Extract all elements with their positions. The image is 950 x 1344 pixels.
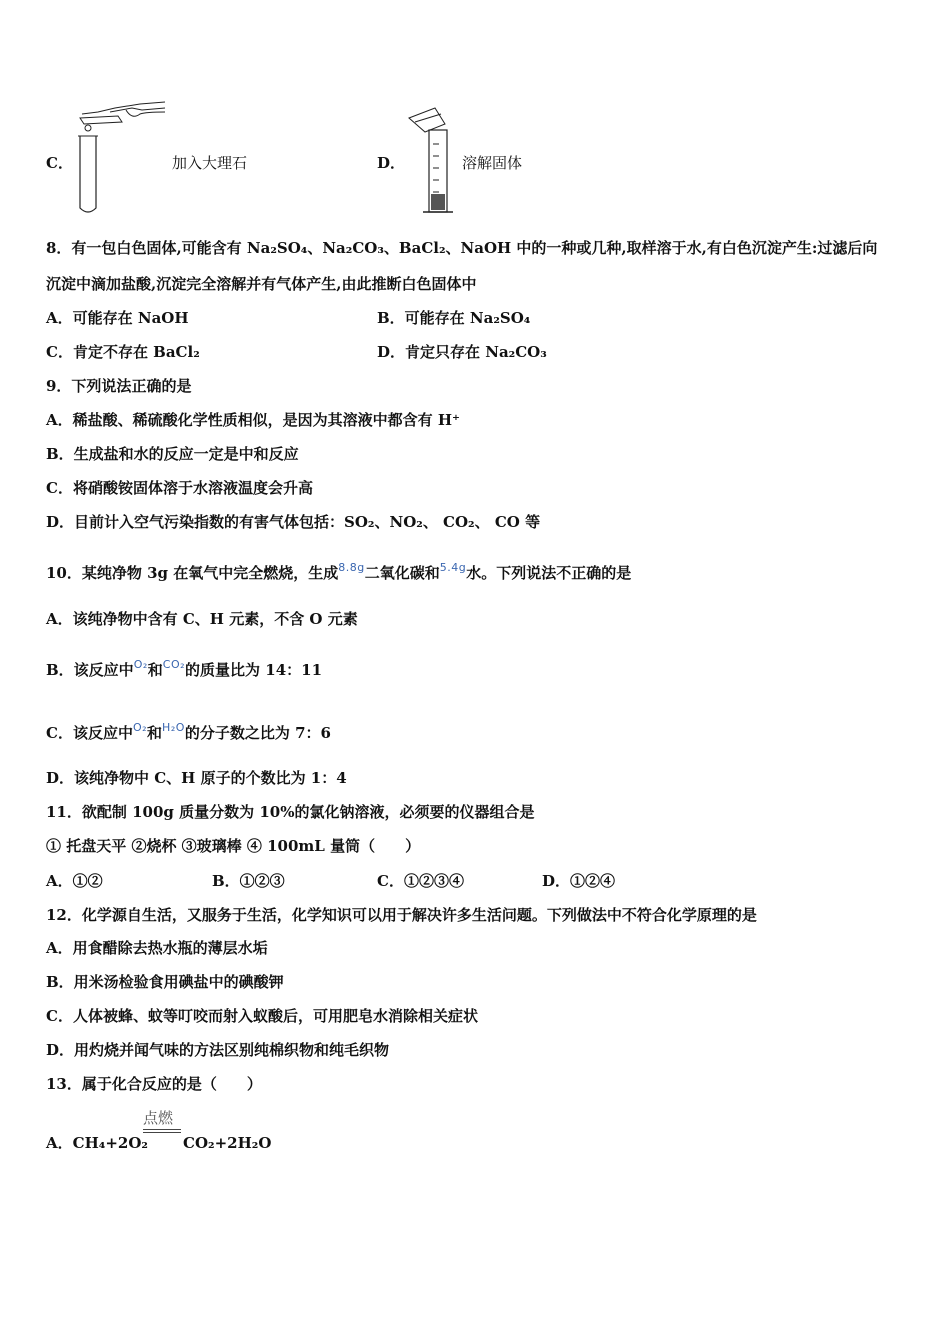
- q7-option-c-label: 加入大理石: [172, 154, 248, 172]
- q12-stem: 12．化学源自生活，又服务于生活，化学知识可以用于解决许多生活问题。下列做法中不符合化学原理的是: [46, 906, 757, 924]
- q11-option-b: B．①②③: [212, 872, 285, 890]
- q10-option-b: [46, 655, 322, 680]
- q12-option-b: B．用米汤检验食用碘盐中的碘酸钾: [46, 973, 284, 991]
- q7-option-d-label: 溶解固体: [462, 154, 523, 172]
- q10-mass-co2: 8.8g: [338, 561, 365, 574]
- q8-option-a: A．可能存在 NaOH: [46, 309, 189, 327]
- q8-stem-line-2: 沉淀中滴加盐酸,沉淀完全溶解并有气体产生,由此推断白色固体中: [46, 275, 477, 293]
- cylinder-figure: [405, 104, 465, 218]
- q13-reaction-condition: 点燃: [143, 1109, 174, 1127]
- q13-option-a-right: CO₂+2H₂O: [183, 1134, 272, 1152]
- q11-items: ① 托盘天平 ②烧杯 ③玻璃棒 ④ 100mL 量筒（ ）: [46, 837, 421, 855]
- q10-mass-h2o: 5.4g: [439, 561, 467, 574]
- q9-stem: 9．下列说法正确的是: [46, 377, 192, 395]
- q12-option-c: C．人体被蜂、蚊等叮咬而射入蚁酸后，可用肥皂水消除相关症状: [46, 1007, 478, 1025]
- q13-option-a-left: A．CH₄+2O₂: [46, 1134, 148, 1152]
- q10-option-b-formula-co2: CO₂: [162, 658, 186, 671]
- test-tube-figure: [70, 98, 170, 218]
- q10-option-c-formula-h2o: H₂O: [162, 721, 185, 734]
- q9-option-b: B．生成盐和水的反应一定是中和反应: [46, 445, 299, 463]
- q12-option-a: A．用食醋除去热水瓶的薄层水垢: [46, 939, 268, 957]
- q10-option-b-text-1: B．该反应中: [46, 661, 134, 679]
- q9-option-c: C．将硝酸铵固体溶于水溶液温度会升高: [46, 479, 313, 497]
- q7-option-c-letter: C．: [46, 154, 73, 172]
- graduated-cylinder-icon: [405, 104, 465, 218]
- q8-option-d: D．肯定只存在 Na₂CO₃: [377, 343, 547, 361]
- q10-option-b-text-2: 和: [147, 661, 163, 679]
- q8-option-c: C．肯定不存在 BaCl₂: [46, 343, 200, 361]
- q10-option-d: D．该纯净物中 C、H 原子的个数比为 1：4: [46, 769, 347, 787]
- q10-stem-part-b: 二氧化碳和: [364, 564, 440, 582]
- q13-arrow-line-top: [143, 1129, 181, 1130]
- q10-option-b-formula-o2: O₂: [133, 658, 148, 671]
- q8-stem-line-1: 8．有一包白色固体,可能含有 Na₂SO₄、Na₂CO₃、BaCl₂、NaOH 中的一种或几种,取样溶于水,有白色沉淀产生:过滤后向: [46, 239, 878, 257]
- q10-stem-part-a: 10．某纯净物 3g 在氧气中完全燃烧，生成: [46, 564, 339, 582]
- q8-option-b: B．可能存在 Na₂SO₄: [377, 309, 531, 327]
- q11-option-a: A．①②: [46, 872, 103, 890]
- q11-stem: 11．欲配制 100g 质量分数为 10%的氯化钠溶液，必须要的仪器组合是: [46, 803, 535, 821]
- q10-option-c: [46, 718, 331, 743]
- q10-option-c-text-2: 和: [147, 724, 163, 742]
- q13-stem: 13．属于化合反应的是（ ）: [46, 1075, 262, 1093]
- q11-option-d: D．①②④: [542, 872, 616, 890]
- q10-option-c-text-1: C．该反应中: [46, 724, 133, 742]
- q11-option-c: C．①②③④: [377, 872, 464, 890]
- q10-option-c-text-3: 的分子数之比为 7：6: [184, 724, 331, 742]
- q10-stem: [46, 558, 631, 583]
- tweezers-test-tube-icon: [70, 98, 170, 218]
- q9-option-a: A．稀盐酸、稀硫酸化学性质相似，是因为其溶液中都含有 H⁺: [46, 411, 460, 429]
- q10-option-b-text-3: 的质量比为 14：11: [185, 661, 323, 679]
- q10-stem-part-c: 水。下列说法不正确的是: [466, 564, 632, 582]
- q9-option-d: D．目前计入空气污染指数的有害气体包括：SO₂、NO₂、 CO₂、 CO 等: [46, 513, 541, 531]
- q13-arrow-line-bottom: [143, 1132, 181, 1133]
- q7-option-d-letter: D．: [377, 154, 406, 172]
- q12-option-d: D．用灼烧并闻气味的方法区别纯棉织物和纯毛织物: [46, 1041, 390, 1059]
- q10-option-c-formula-o2: O₂: [132, 721, 148, 734]
- q10-option-a: A．该纯净物中含有 C、H 元素，不含 O 元素: [46, 610, 358, 628]
